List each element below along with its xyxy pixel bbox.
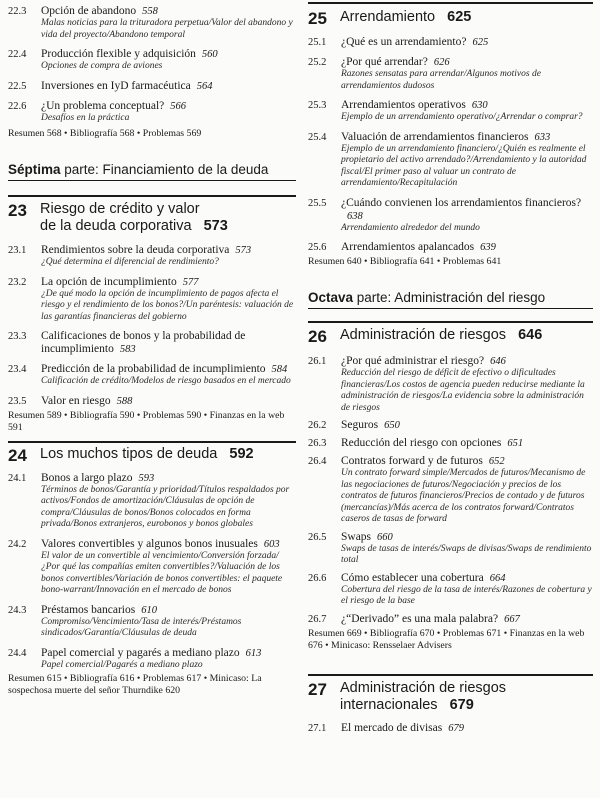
section-title: Arrendamientos operativos	[341, 99, 466, 111]
toc-entry	[308, 131, 593, 190]
chapter-number: 25	[308, 9, 327, 28]
chapter-page: 625	[447, 9, 472, 25]
section-list-ch22	[8, 5, 296, 124]
section-page: 652	[488, 456, 505, 467]
toc-entry	[308, 722, 593, 735]
section-page: 679	[448, 722, 464, 734]
section-title: Préstamos bancarios	[41, 603, 136, 616]
section-description: El valor de un convertible al vencimiento/Conversión forzada/¿Por qué las compañías emiten convertibles?/Valuación de los bonos convertibles/Variación de bonos convertibles: el paquete bono-warrant/Innovación en el mercado de bonos	[41, 550, 283, 595]
toc-entry	[308, 572, 593, 608]
section-number: 23.4	[8, 364, 27, 375]
toc-entry	[8, 5, 296, 41]
toc-left-column	[8, 0, 296, 697]
section-description: Compromiso/Vencimiento/Tasa de interés/Préstamos sindicados/Garantía/Cláusulas de deuda	[41, 616, 242, 638]
section-number: 26.1	[308, 356, 327, 367]
section-page: 626	[433, 57, 450, 68]
toc-entry	[8, 330, 296, 356]
section-page: 633	[534, 131, 551, 143]
section-number: 25.1	[308, 37, 327, 48]
toc-entry	[308, 197, 593, 235]
chapter-summary-24: Resumen 615 • Bibliografía 616 • Problemas 617 • Minicaso: La sospechosa muerte del señor Thurndike 620	[8, 673, 262, 696]
toc-entry	[308, 99, 593, 124]
section-title: ¿Por qué administrar el riesgo?	[341, 355, 485, 367]
section-description: ¿De qué modo la opción de incumplimiento de pagos afecta el riesgo y el rendimiento de los bonos?/Un paréntesis: valuación de las garantías financieras del gobierno	[41, 288, 294, 322]
section-title: ¿Por qué arrendar?	[341, 56, 428, 68]
section-title: Rendimientos sobre la deuda corporativa	[41, 244, 230, 256]
section-title: Valuación de arrendamientos financieros	[341, 130, 529, 143]
section-title: Producción flexible y adquisición	[41, 48, 196, 60]
section-title: ¿Un problema conceptual?	[41, 99, 165, 112]
chapter-title-line2: de la deuda corporativa	[40, 218, 192, 234]
toc-entry	[308, 531, 593, 567]
toc-entry	[308, 613, 593, 626]
toc-entry	[8, 472, 296, 531]
section-number: 23.5	[8, 395, 27, 407]
section-page: 613	[245, 647, 262, 659]
section-page: 638	[347, 210, 363, 222]
section-number: 25.4	[308, 131, 327, 143]
section-page: 639	[480, 242, 496, 253]
section-page: 664	[489, 572, 506, 584]
section-title: ¿Qué es un arrendamiento?	[341, 36, 467, 48]
section-description: Calificación de crédito/Modelos de riesgo basados en el mercado	[41, 376, 291, 386]
section-title: Valores convertibles y algunos bonos inusuales	[41, 537, 258, 550]
chapter-number: 23	[8, 201, 27, 220]
section-title: Inversiones en IyD farmacéutica	[41, 79, 191, 92]
section-page: 583	[119, 344, 136, 355]
section-page: 660	[377, 531, 393, 543]
toc-entry	[8, 276, 296, 324]
section-number: 22.4	[8, 49, 27, 60]
toc-entry	[308, 36, 593, 49]
section-number: 24.4	[8, 647, 27, 659]
chapter-26-heading	[308, 321, 593, 346]
section-description: Papel comercial/Pagarés a mediano plazo	[41, 659, 203, 670]
part-7-ordinal: Séptima	[8, 162, 61, 177]
section-description: Ejemplo de un arrendamiento operativo/¿Arrendar o comprar?	[341, 112, 583, 122]
section-page: 646	[490, 356, 506, 367]
section-title: Swaps	[341, 530, 372, 543]
section-title: Predicción de la probabilidad de incumplimiento	[41, 363, 266, 375]
section-title: Papel comercial y pagarés a mediano plazo	[41, 646, 240, 659]
section-description: Opciones de compra de aviones	[41, 61, 163, 71]
chapter-number: 27	[308, 679, 327, 699]
section-page: 577	[182, 276, 199, 288]
toc-entry	[8, 395, 296, 408]
section-title: Arrendamientos apalancados	[341, 241, 475, 253]
chapter-summary-25: Resumen 640 • Bibliografía 641 • Problemas 641	[308, 256, 502, 267]
section-list-ch24	[8, 472, 296, 672]
section-page: 588	[116, 395, 133, 407]
chapter-title-line2: internacionales	[340, 696, 438, 713]
chapter-25-heading	[308, 2, 593, 28]
section-number: 24.3	[8, 604, 27, 616]
section-description: Swaps de tasas de interés/Swaps de divisas/Swaps de rendimiento total	[341, 543, 592, 565]
section-list-ch25	[308, 36, 593, 254]
section-number: 26.2	[308, 420, 327, 431]
section-page: 558	[142, 6, 158, 17]
section-number: 26.3	[308, 438, 327, 449]
section-description: Términos de bonos/Garantía y prioridad/Títulos respaldados por activos/Fondos de amortización/Cláusulas de opción de compra/Cláusulas de bonos/Bonos colocados en forma privada/Bonos extranjeros, eurobonos y bonos globales	[41, 484, 290, 529]
toc-entry	[8, 647, 296, 672]
toc-entry	[308, 241, 593, 254]
section-number: 25.5	[308, 197, 327, 209]
toc-right-column	[308, 0, 593, 735]
chapter-summary-23: Resumen 589 • Bibliografía 590 • Problemas 590 • Finanzas en la web 591	[8, 409, 285, 433]
section-page: 573	[235, 245, 252, 256]
section-page: 584	[271, 364, 288, 375]
section-title: ¿“Derivado” es una mala palabra?	[341, 612, 499, 625]
toc-entry	[308, 56, 593, 92]
section-number: 26.5	[308, 531, 327, 543]
chapter-23-heading	[8, 195, 296, 235]
chapter-page: 592	[229, 445, 254, 462]
section-number: 23.3	[8, 331, 27, 342]
section-number: 24.2	[8, 538, 27, 550]
toc-entry	[8, 244, 296, 269]
chapter-summary-26: Resumen 669 • Bibliografía 670 • Problemas 671 • Finanzas en la web 676 • Minicaso: Rensselaer Advisers	[308, 627, 585, 651]
section-number: 22.6	[8, 100, 27, 112]
section-description: Reducción del riesgo de déficit de efectivo o dificultades financieras/Los costos de agencia pueden reducirse mediante la administración de riesgos/La evidencia sobre la administración de riesgos	[341, 368, 585, 413]
section-title: Seguros	[341, 419, 379, 431]
section-description: Un contrato forward simple/Mercados de futuros/Mecanismo de las negociaciones de futuros/Negociación y precios de los contratos de futuros financieros/Precios de contado y de futuros (mercancías)/Más acerca de los contratos forward/Contratos caseros de tasas de forward	[341, 468, 586, 524]
section-title: ¿Cuándo convienen los arrendamientos financieros?	[341, 196, 582, 209]
section-title: Valor en riesgo	[41, 394, 111, 407]
section-title: El mercado de divisas	[341, 721, 443, 734]
section-number: 27.1	[308, 722, 327, 734]
section-title: Opción de abandono	[41, 5, 137, 17]
toc-entry	[8, 363, 296, 388]
section-number: 26.6	[308, 572, 327, 584]
toc-entry	[8, 48, 296, 73]
section-page: 651	[507, 438, 524, 449]
toc-entry	[8, 604, 296, 640]
section-title: Cómo establecer una cobertura	[341, 571, 484, 584]
section-page: 593	[138, 472, 155, 484]
chapter-title-line1: Riesgo de crédito y valor	[40, 201, 200, 217]
section-page: 560	[201, 49, 218, 60]
section-page: 650	[384, 420, 400, 431]
part-8-heading	[308, 290, 593, 309]
section-title: Bonos a largo plazo	[41, 471, 133, 484]
section-page: 610	[141, 604, 157, 616]
chapter-number: 24	[8, 445, 27, 465]
section-list-ch27	[308, 722, 593, 735]
section-number: 22.5	[8, 80, 27, 92]
toc-entry	[308, 455, 593, 526]
section-number: 23.2	[8, 276, 27, 288]
part-7-heading	[8, 162, 296, 181]
section-page: 667	[504, 613, 520, 625]
chapter-title: Arrendamiento	[340, 9, 436, 25]
section-list-ch23	[8, 244, 296, 408]
section-page: 603	[263, 538, 280, 550]
part-8-title: parte: Administración del riesgo	[353, 290, 546, 305]
section-number: 26.7	[308, 613, 327, 625]
section-title: Reducción del riesgo con opciones	[341, 437, 502, 449]
chapter-title: Administración de riesgos	[340, 327, 507, 343]
section-description: Cobertura del riesgo de la tasa de interés/Razones de cobertura y el riesgo de la base	[341, 584, 592, 606]
section-number: 22.3	[8, 6, 27, 17]
section-description: Arrendamiento alrededor del mundo	[341, 222, 480, 233]
section-description: Ejemplo de un arrendamiento financiero/¿Quién es realmente el propietario del activo arrendado?/Arrendamiento y la autoridad fiscal/El primer paso al valuar un contrato de arrendamiento/Recapitulación	[341, 143, 587, 188]
chapter-summary-22: Resumen 568 • Bibliografía 568 • Problemas 569	[8, 128, 202, 139]
section-number: 25.6	[308, 242, 327, 253]
toc-entry	[308, 437, 593, 450]
section-page: 630	[471, 100, 488, 111]
section-number: 24.1	[8, 472, 27, 484]
section-page: 566	[170, 100, 186, 112]
chapter-page: 679	[449, 696, 474, 713]
section-number: 25.3	[308, 100, 327, 111]
toc-entry	[8, 538, 296, 597]
chapter-page: 573	[203, 218, 228, 234]
section-page: 625	[472, 37, 489, 48]
section-description: Malas noticias para la trituradora perpetua/Valor del abandono y vida del proyecto/Abandono temporal	[41, 18, 293, 40]
section-list-ch26	[308, 355, 593, 626]
part-7-title: parte: Financiamiento de la deuda	[60, 162, 269, 177]
toc-entry	[308, 419, 593, 432]
section-title: Calificaciones de bonos y la probabilidad de incumplimiento	[41, 330, 246, 355]
section-number: 23.1	[8, 245, 27, 256]
section-description: Razones sensatas para arrendar/Algunos motivos de arrendamientos dudosos	[341, 69, 541, 91]
chapter-title-line1: Administración de riesgos	[340, 679, 507, 696]
part-8-ordinal: Octava	[308, 290, 354, 305]
chapter-title: Los muchos tipos de deuda	[40, 445, 218, 462]
chapter-27-heading	[308, 674, 593, 714]
chapter-number: 26	[308, 327, 327, 346]
section-number: 26.4	[308, 456, 327, 467]
toc-entry	[8, 80, 296, 93]
section-title: La opción de incumplimiento	[41, 275, 177, 288]
section-title: Contratos forward y de futuros	[341, 455, 483, 467]
section-description: ¿Qué determina el diferencial de rendimiento?	[41, 257, 219, 267]
chapter-24-heading	[8, 441, 296, 465]
section-description: Desafíos en la práctica	[41, 112, 130, 123]
toc-entry	[8, 100, 296, 125]
section-page: 564	[196, 80, 213, 92]
toc-entry	[308, 355, 593, 414]
chapter-page: 646	[518, 327, 543, 343]
section-number: 25.2	[308, 57, 327, 68]
